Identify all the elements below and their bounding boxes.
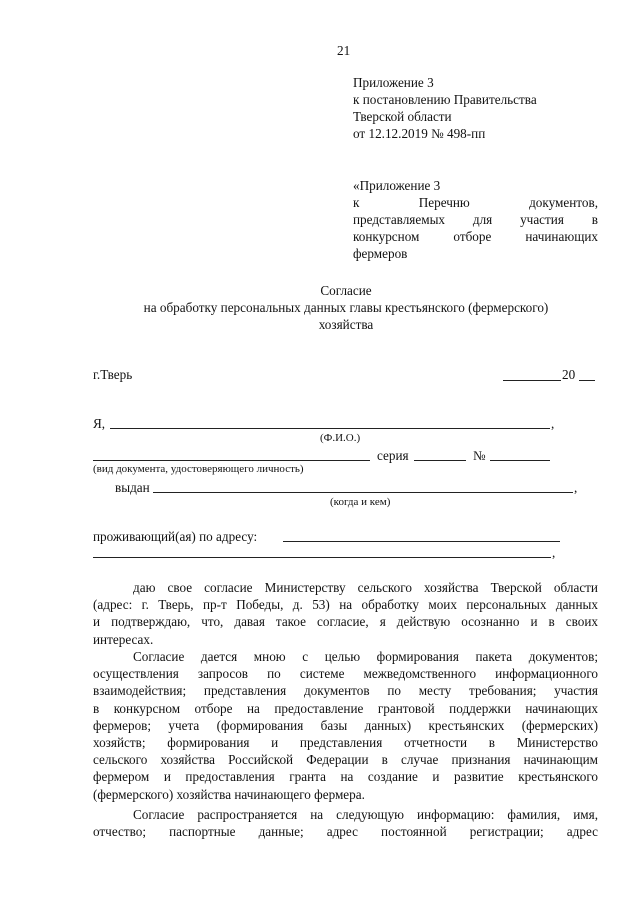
- fio-field[interactable]: [110, 428, 550, 429]
- issued-hint: (когда и кем): [330, 496, 391, 508]
- document-type-hint: (вид документа, удостоверяющего личность): [93, 463, 304, 475]
- paragraph-line: сельского хозяйства Российской Федерации в случае признания начинающим: [93, 752, 598, 768]
- paragraph-line: даю свое согласие Министерству сельского хозяйства Тверской области: [133, 580, 598, 595]
- consent-paragraph-1: [93, 579, 598, 648]
- paragraph-line: интересах.: [93, 631, 154, 647]
- appendix-header-line: Приложение 3: [353, 75, 434, 90]
- appendix-header-line: от 12.12.2019 № 498-пп: [353, 126, 486, 141]
- date-blank[interactable]: [503, 380, 561, 381]
- paragraph-line: отчество; паспортные данные; адрес постоянной регистрации; адрес: [93, 824, 598, 840]
- address-comma: ,: [552, 545, 556, 560]
- title-line: Согласие: [320, 283, 372, 298]
- title-line: на обработку персональных данных главы крестьянского (фермерского): [143, 300, 549, 315]
- appendix-header-line: к постановлению Правительства: [353, 92, 537, 107]
- document-type-field[interactable]: [93, 460, 370, 461]
- ya-label: Я,: [93, 416, 106, 431]
- number-label: №: [473, 448, 486, 463]
- fio-comma: ,: [551, 416, 555, 431]
- title-line: хозяйства: [318, 317, 374, 332]
- page-number: 21: [337, 43, 351, 58]
- paragraph-line: в конкурсном отборе на предоставление грантовой поддержки начинающих: [93, 700, 598, 716]
- consent-paragraph-3: [93, 806, 598, 840]
- issued-comma: ,: [574, 480, 578, 495]
- seria-label: серия: [377, 448, 409, 463]
- paragraph-line: хозяйств; формирования и представления отчетности в Министерство: [93, 735, 598, 751]
- address-field-2[interactable]: [93, 557, 551, 558]
- place-label: г.Тверь: [93, 367, 133, 382]
- paragraph-line: (фермерского) хозяйства начинающего фермера.: [93, 786, 365, 802]
- consent-paragraph-2: [93, 648, 598, 803]
- issued-label: выдан: [115, 480, 150, 495]
- appendix-sub-line: «Приложение 3: [353, 178, 441, 193]
- address-field-1[interactable]: [283, 541, 560, 542]
- number-field[interactable]: [490, 460, 550, 461]
- address-label: проживающий(ая) по адресу:: [93, 529, 258, 544]
- appendix-sub-line: фермеров: [353, 246, 408, 261]
- appendix-sub-line: к Перечню документов,: [353, 195, 598, 210]
- date-year-blank[interactable]: [579, 380, 595, 381]
- appendix-sub-line: конкурсном отборе начинающих: [353, 229, 598, 244]
- fio-hint: (Ф.И.О.): [320, 432, 361, 444]
- paragraph-line: Согласие дается мною с целью формирования пакета документов;: [133, 649, 598, 664]
- paragraph-line: (адрес: г. Тверь, пр-т Победы, д. 53) на обработку моих персональных данных: [93, 597, 598, 613]
- issued-field[interactable]: [153, 492, 573, 493]
- paragraph-line: и подтверждаю, что, давая такое согласие, я действую осознанно и в своих: [93, 614, 598, 630]
- paragraph-line: фермеров; учета (формирования базы данных) крестьянских (фермерских): [93, 717, 598, 733]
- paragraph-line: Согласие распространяется на следующую информацию: фамилия, имя,: [133, 807, 598, 822]
- appendix-sub-line: представляемых для участия в: [353, 212, 598, 227]
- paragraph-line: фермером и предоставления гранта на создание и развитие крестьянского: [93, 769, 598, 785]
- appendix-header-line: Тверской области: [353, 109, 452, 124]
- seria-field[interactable]: [414, 460, 466, 461]
- paragraph-line: осуществления запросов по системе межведомственного информационного: [93, 666, 598, 682]
- paragraph-line: взаимодействия; представления документов по месту требования; участия: [93, 683, 598, 699]
- date-year: 20: [562, 367, 576, 382]
